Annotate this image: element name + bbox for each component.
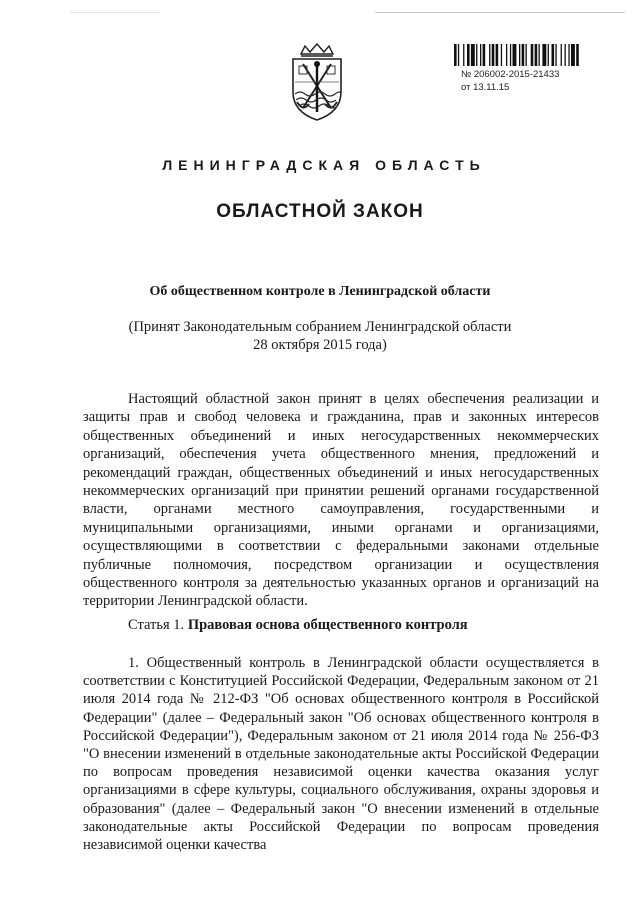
article-clause: 1. Общественный контроль в Ленинградской области осуществляется в соответствии с Конституцией Российской Федерации, Федеральным законом от 21 июля 2014 года № 212-ФЗ "Об основах общественного контроля в Российской Федерации" (далее – Федеральный закон "Об основах общественного контроля в Российской Федерации"), Федеральным законом от 21 июля 2014 года № 256-ФЗ "О внесении изменений в отдельные законодательные акты Российской Федерации по вопросам проведения независимой оценки качества оказания услуг организациями в сфере культуры, социального обслуживания, охраны здоровья и образования" (далее – Федеральный закон "О внесении изменений в отдельные законодательные акты Российской Федерации по вопросам проведения независимой оценки качества [83, 655, 599, 854]
registration-number: № 206002-2015-21433 [461, 69, 560, 80]
adoption-note-line: (Принят Законодательным собранием Ленинградской области [128, 319, 512, 335]
document-type: ОБЛАСТНОЙ ЗАКОН [216, 201, 424, 222]
preamble-paragraph: Настоящий областной закон принят в целях обеспечения реализации и защиты прав и свобод человека и гражданина, прав и законных интересов общественных объединений и иных негосударственных некоммерческих организаций, обеспечения учета общественного мнения, предложений и рекомендаций граждан, общественных объединений и иных негосударственных некоммерческих организаций при принятии решений органами государственной власти, органами местного самоуправления, государственными и муниципальными организациями, иными органами и организациями, осуществляющими в соответствии с федеральными законами отдельные публичные полномочия, посредством организации и осуществления общественного контроля за деятельностью указанных органов и организаций на территории Ленинградской области. [83, 391, 599, 610]
coat-of-arms-icon [287, 42, 347, 122]
article-heading [128, 617, 468, 634]
article-title: Правовая основа общественного контроля [187, 617, 468, 633]
article-label: Статья 1. [128, 617, 185, 633]
adoption-note [0, 318, 640, 354]
adoption-note-line: 28 октября 2015 года) [253, 337, 387, 353]
scan-artifact-line [70, 12, 160, 13]
barcode-icon [454, 44, 610, 66]
scan-artifact-line [375, 12, 625, 13]
law-title: Об общественном контроле в Ленинградской области [149, 284, 491, 299]
region-name: ЛЕНИНГРАДСКАЯ ОБЛАСТЬ [162, 157, 486, 173]
registration-date: от 13.11.15 [461, 82, 510, 93]
